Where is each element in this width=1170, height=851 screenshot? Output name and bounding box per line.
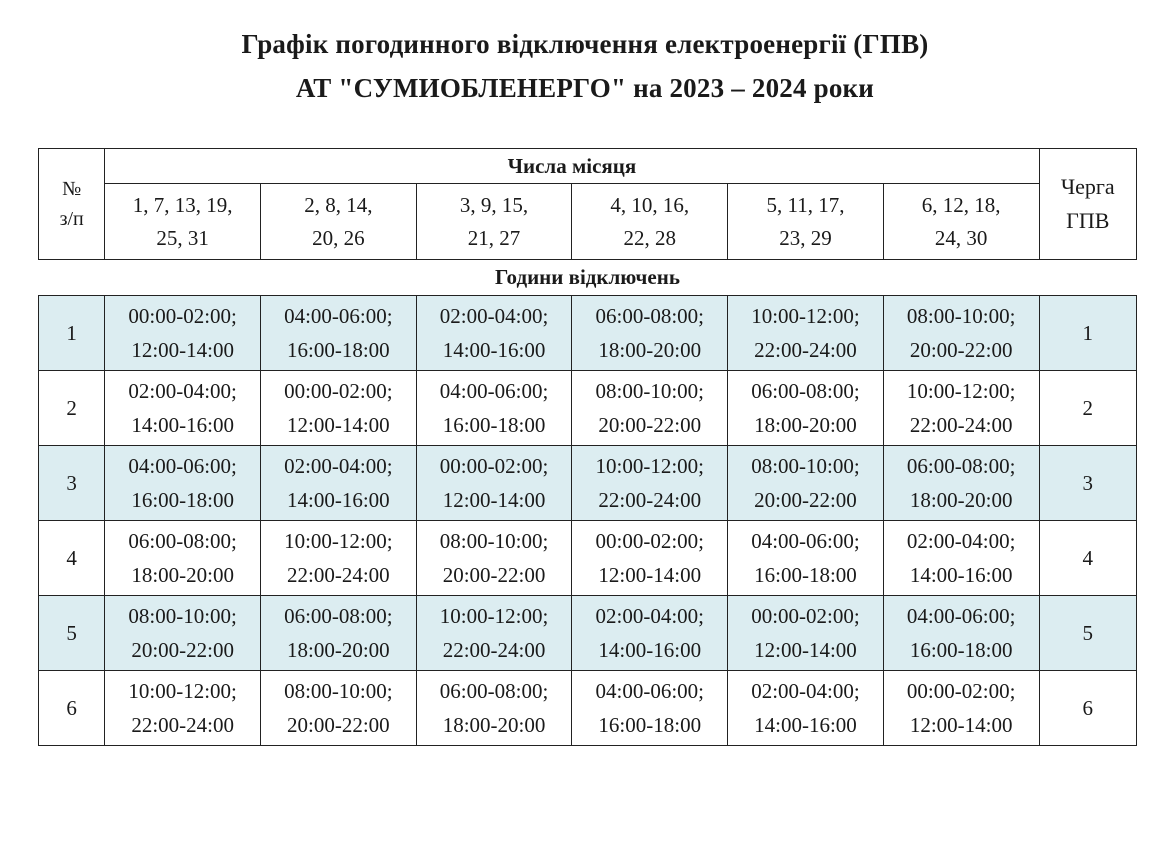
outage-interval-first: 10:00-12:00; xyxy=(595,454,704,478)
outage-interval-second: 20:00-22:00 xyxy=(754,488,857,512)
outage-interval-first: 08:00-10:00; xyxy=(906,304,1016,328)
outage-hours-cell xyxy=(416,521,572,596)
day-column-header-line1: 4, 10, 16, xyxy=(610,192,690,217)
day-column-header xyxy=(572,184,728,260)
table-row xyxy=(39,446,1137,521)
outage-hours-label: Години відключень xyxy=(39,260,1137,296)
outage-hours-cell xyxy=(261,596,417,671)
outage-interval-second: 16:00-18:00 xyxy=(131,488,234,512)
day-column-header-line2: 21, 27 xyxy=(467,225,521,250)
outage-interval-second: 18:00-20:00 xyxy=(131,563,234,587)
day-column-header-line2: 20, 26 xyxy=(312,225,365,250)
outage-interval-second: 22:00-24:00 xyxy=(754,338,857,362)
row-number: 3 xyxy=(39,446,105,521)
table-row xyxy=(39,521,1137,596)
queue-number: 3 xyxy=(1039,446,1136,521)
header-row-2 xyxy=(39,184,1137,260)
outage-interval-second: 16:00-18:00 xyxy=(442,413,546,437)
row-number: 6 xyxy=(39,671,105,746)
table-row xyxy=(39,671,1137,746)
day-column-header xyxy=(728,184,884,260)
title-line-2: АТ "СУМИОБЛЕНЕРГО" на 2023 – 2024 роки xyxy=(295,73,875,103)
outage-interval-second: 12:00-14:00 xyxy=(131,338,234,362)
outage-hours-cell xyxy=(416,371,572,446)
outage-interval-first: 04:00-06:00; xyxy=(751,529,860,553)
outage-hours-cell xyxy=(728,596,884,671)
outage-hours-cell xyxy=(261,371,417,446)
row-number: 5 xyxy=(39,596,105,671)
day-column-header-line1: 3, 9, 15, xyxy=(459,192,529,217)
outage-interval-second: 12:00-14:00 xyxy=(909,713,1013,737)
title-line-1: Графік погодинного відключення електроенергії (ГПВ) xyxy=(241,29,929,59)
outage-hours-cell xyxy=(261,521,417,596)
queue-number: 1 xyxy=(1039,296,1136,371)
outage-hours-cell xyxy=(416,296,572,371)
day-column-header-line1: 5, 11, 17, xyxy=(766,192,845,217)
outage-hours-cell xyxy=(416,446,572,521)
day-column-header-line2: 24, 30 xyxy=(934,225,988,250)
queue-number: 2 xyxy=(1039,371,1136,446)
outage-interval-second: 14:00-16:00 xyxy=(598,638,702,662)
days-of-month-header: Числа місяця xyxy=(105,149,1039,184)
outage-hours-cell xyxy=(572,296,728,371)
outage-interval-first: 00:00-02:00; xyxy=(595,529,704,553)
outage-interval-second: 16:00-18:00 xyxy=(754,563,857,587)
outage-interval-first: 00:00-02:00; xyxy=(439,454,549,478)
day-column-header-line2: 25, 31 xyxy=(156,225,209,250)
day-column-header-line2: 22, 28 xyxy=(623,225,676,250)
outage-interval-second: 12:00-14:00 xyxy=(754,638,857,662)
outage-interval-second: 14:00-16:00 xyxy=(287,488,390,512)
outage-interval-second: 20:00-22:00 xyxy=(909,338,1013,362)
day-column-header xyxy=(416,184,572,260)
outage-hours-cell xyxy=(572,671,728,746)
outage-interval-first: 10:00-12:00; xyxy=(284,529,393,553)
row-number-header xyxy=(39,149,105,260)
outage-interval-second: 20:00-22:00 xyxy=(131,638,234,662)
outage-hours-cell xyxy=(416,671,572,746)
outage-hours-cell xyxy=(728,671,884,746)
outage-interval-first: 04:00-06:00; xyxy=(439,379,549,403)
outage-interval-first: 04:00-06:00; xyxy=(906,604,1016,628)
outage-interval-second: 18:00-20:00 xyxy=(909,488,1013,512)
outage-interval-second: 18:00-20:00 xyxy=(598,338,702,362)
outage-interval-first: 06:00-08:00; xyxy=(128,529,237,553)
queue-header xyxy=(1039,149,1136,260)
outage-interval-second: 22:00-24:00 xyxy=(287,563,390,587)
outage-interval-first: 00:00-02:00; xyxy=(906,679,1016,703)
outage-hours-cell xyxy=(883,596,1039,671)
outage-interval-first: 08:00-10:00; xyxy=(595,379,704,403)
outage-hours-cell xyxy=(883,371,1039,446)
outage-interval-first: 08:00-10:00; xyxy=(128,604,237,628)
outage-interval-first: 04:00-06:00; xyxy=(595,679,704,703)
outage-hours-cell xyxy=(416,596,572,671)
outage-interval-first: 02:00-04:00; xyxy=(751,679,860,703)
outage-interval-second: 14:00-16:00 xyxy=(442,338,546,362)
table-row xyxy=(39,296,1137,371)
outage-interval-second: 12:00-14:00 xyxy=(442,488,546,512)
day-column-header xyxy=(883,184,1039,260)
outage-interval-first: 08:00-10:00; xyxy=(751,454,860,478)
outage-interval-second: 22:00-24:00 xyxy=(131,713,234,737)
outage-hours-cell xyxy=(261,296,417,371)
row-number: 4 xyxy=(39,521,105,596)
outage-interval-first: 10:00-12:00; xyxy=(906,379,1016,403)
outage-interval-second: 22:00-24:00 xyxy=(909,413,1013,437)
table-row xyxy=(39,371,1137,446)
outage-interval-first: 02:00-04:00; xyxy=(439,304,549,328)
day-column-header-line1: 6, 12, 18, xyxy=(921,192,1001,217)
outage-hours-cell xyxy=(572,521,728,596)
queue-number: 5 xyxy=(1039,596,1136,671)
outage-interval-first: 06:00-08:00; xyxy=(906,454,1016,478)
outage-interval-second: 18:00-20:00 xyxy=(287,638,390,662)
outage-interval-second: 16:00-18:00 xyxy=(909,638,1013,662)
outage-interval-second: 22:00-24:00 xyxy=(598,488,702,512)
outage-hours-cell xyxy=(105,521,261,596)
section-row xyxy=(39,260,1137,296)
day-column-header-line1: 1, 7, 13, 19, xyxy=(132,192,233,217)
outage-hours-cell xyxy=(883,296,1039,371)
outage-hours-cell xyxy=(883,446,1039,521)
day-column-header xyxy=(261,184,417,260)
outage-interval-first: 02:00-04:00; xyxy=(284,454,393,478)
outage-interval-first: 08:00-10:00; xyxy=(439,529,549,553)
outage-interval-first: 10:00-12:00; xyxy=(439,604,549,628)
outage-interval-second: 18:00-20:00 xyxy=(754,413,857,437)
outage-interval-first: 04:00-06:00; xyxy=(128,454,237,478)
outage-hours-cell xyxy=(728,446,884,521)
outage-interval-first: 00:00-02:00; xyxy=(751,604,860,628)
outage-hours-cell xyxy=(572,371,728,446)
header-row-1 xyxy=(39,149,1137,184)
queue-number: 4 xyxy=(1039,521,1136,596)
outage-schedule-table xyxy=(38,148,1137,746)
outage-hours-cell xyxy=(105,671,261,746)
day-column-header-line1: 2, 8, 14, xyxy=(304,192,373,217)
outage-interval-second: 14:00-16:00 xyxy=(909,563,1013,587)
outage-interval-first: 10:00-12:00; xyxy=(128,679,237,703)
day-column-header-line2: 23, 29 xyxy=(779,225,832,250)
outage-hours-cell xyxy=(572,596,728,671)
outage-hours-cell xyxy=(728,521,884,596)
queue-number: 6 xyxy=(1039,671,1136,746)
outage-interval-second: 20:00-22:00 xyxy=(442,563,546,587)
queue-header-line1: Черга xyxy=(1060,174,1115,199)
outage-interval-second: 12:00-14:00 xyxy=(287,413,390,437)
row-number: 1 xyxy=(39,296,105,371)
day-column-header xyxy=(105,184,261,260)
outage-interval-second: 20:00-22:00 xyxy=(287,713,390,737)
outage-hours-cell xyxy=(728,296,884,371)
row-number-header-line1: № xyxy=(62,178,82,200)
outage-hours-cell xyxy=(105,596,261,671)
outage-interval-first: 06:00-08:00; xyxy=(751,379,860,403)
outage-interval-second: 12:00-14:00 xyxy=(598,563,702,587)
document-title xyxy=(0,22,1170,110)
outage-interval-first: 04:00-06:00; xyxy=(284,304,393,328)
outage-interval-first: 10:00-12:00; xyxy=(751,304,860,328)
outage-hours-cell xyxy=(105,371,261,446)
outage-hours-cell xyxy=(105,446,261,521)
outage-interval-first: 06:00-08:00; xyxy=(595,304,704,328)
outage-hours-cell xyxy=(572,446,728,521)
outage-interval-first: 02:00-04:00; xyxy=(595,604,704,628)
outage-interval-first: 06:00-08:00; xyxy=(439,679,549,703)
row-number: 2 xyxy=(39,371,105,446)
outage-hours-cell xyxy=(261,446,417,521)
outage-interval-second: 18:00-20:00 xyxy=(442,713,546,737)
outage-interval-second: 14:00-16:00 xyxy=(131,413,234,437)
outage-interval-first: 02:00-04:00; xyxy=(906,529,1016,553)
outage-interval-second: 16:00-18:00 xyxy=(287,338,390,362)
outage-interval-second: 14:00-16:00 xyxy=(754,713,857,737)
outage-hours-cell xyxy=(883,521,1039,596)
outage-hours-cell xyxy=(728,371,884,446)
outage-interval-first: 02:00-04:00; xyxy=(128,379,237,403)
outage-hours-cell xyxy=(261,671,417,746)
outage-hours-cell xyxy=(105,296,261,371)
outage-interval-first: 00:00-02:00; xyxy=(284,379,393,403)
queue-header-line2: ГПВ xyxy=(1066,208,1110,233)
outage-interval-first: 06:00-08:00; xyxy=(284,604,393,628)
outage-interval-first: 00:00-02:00; xyxy=(128,304,237,328)
table-row xyxy=(39,596,1137,671)
outage-hours-cell xyxy=(883,671,1039,746)
outage-interval-second: 22:00-24:00 xyxy=(442,638,546,662)
outage-interval-second: 16:00-18:00 xyxy=(598,713,702,737)
outage-interval-first: 08:00-10:00; xyxy=(284,679,393,703)
outage-interval-second: 20:00-22:00 xyxy=(598,413,702,437)
row-number-header-line2: з/п xyxy=(59,208,84,230)
